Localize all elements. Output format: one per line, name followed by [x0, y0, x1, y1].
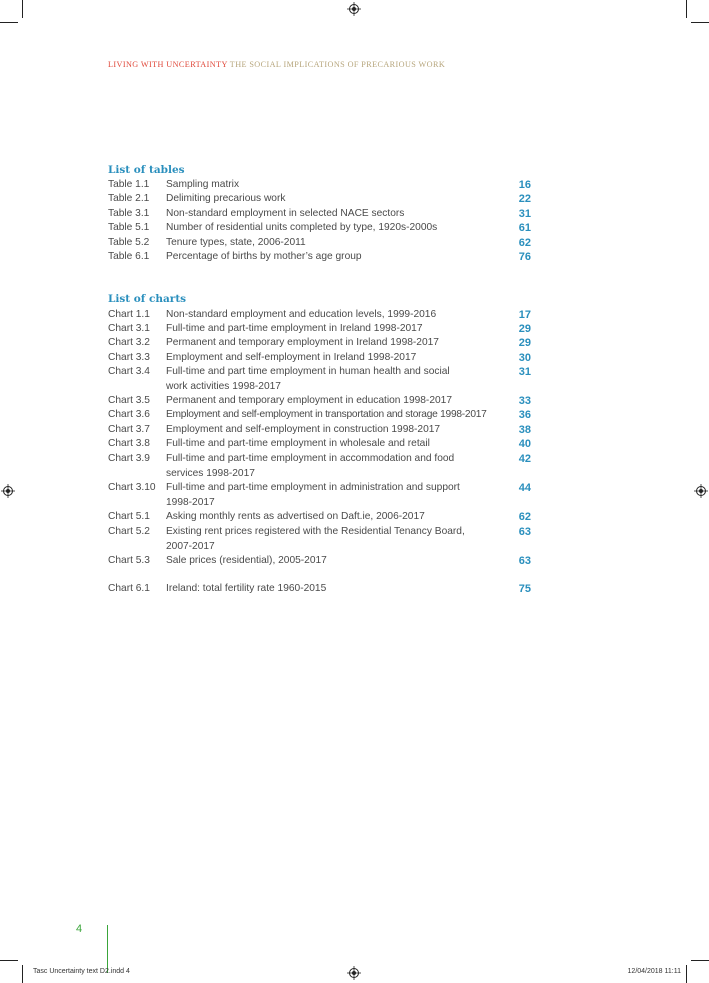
entry-page: 16	[518, 179, 531, 191]
entry-page: 22	[518, 193, 531, 205]
registration-mark-icon	[694, 484, 708, 498]
entry-title: Permanent and temporary employment in education 1998-2017	[166, 395, 452, 406]
crop-mark	[686, 0, 687, 18]
folio-divider	[107, 925, 108, 973]
entry-title: Delimiting precarious work	[166, 193, 286, 204]
entry-title: Percentage of births by mother’s age group	[166, 251, 362, 262]
entry-label: Table 1.1	[108, 179, 150, 190]
entry-label: Chart 3.8	[108, 438, 150, 449]
entry-title: Tenure types, state, 2006-2011	[166, 237, 306, 248]
running-head-title: LIVING WITH UNCERTAINTY	[108, 60, 228, 69]
slug-filename: Tasc Uncertainty text D2.indd 4	[33, 968, 130, 975]
entry-page: 75	[518, 583, 531, 595]
list-of-tables-heading: List of tables	[108, 164, 185, 176]
running-head-subtitle: THE SOCIAL IMPLICATIONS OF PRECARIOUS WORK	[229, 60, 446, 69]
entry-page: 44	[518, 482, 531, 494]
entry-label: Table 6.1	[108, 251, 150, 262]
entry-page: 63	[518, 526, 531, 538]
entry-label: Chart 5.2	[108, 526, 150, 537]
entry-label: Table 3.1	[108, 208, 150, 219]
entry-title: Number of residential units completed by type, 1920s-2000s	[166, 222, 438, 233]
entry-label: Chart 3.3	[108, 352, 150, 363]
list-of-charts-heading: List of charts	[108, 293, 187, 305]
entry-label: Table 2.1	[108, 193, 150, 204]
entry-page: 36	[518, 409, 531, 421]
crop-mark	[22, 0, 23, 18]
entry-page: 29	[518, 323, 531, 335]
entry-title: Full-time and part-time employment in accommodation and food services 1998-2017	[166, 453, 455, 479]
entry-title: Full-time and part-time employment in administration and support 1998-2017	[166, 482, 460, 508]
entry-page: 61	[518, 222, 531, 234]
entry-title: Full-time and part time employment in human health and social work activities 1998-2017	[166, 366, 450, 392]
entry-title: Asking monthly rents as advertised on Daft.ie, 2006-2017	[166, 511, 425, 522]
crop-mark	[686, 965, 687, 983]
entry-label: Chart 6.1	[108, 583, 150, 594]
entry-label: Chart 3.7	[108, 424, 150, 435]
entry-title: Full-time and part-time employment in wholesale and retail	[166, 438, 430, 449]
crop-mark	[0, 22, 18, 23]
entry-page: 63	[518, 555, 531, 567]
entry-label: Chart 1.1	[108, 309, 150, 320]
entry-page: 38	[518, 424, 531, 436]
entry-page: 62	[518, 237, 531, 249]
crop-mark	[691, 960, 709, 961]
page-number: 4	[76, 923, 83, 935]
entry-page: 30	[518, 352, 531, 364]
entry-title: Ireland: total fertility rate 1960-2015	[166, 583, 327, 594]
entry-label: Chart 3.5	[108, 395, 150, 406]
crop-mark	[0, 960, 18, 961]
entry-page: 62	[518, 511, 531, 523]
entry-page: 29	[518, 337, 531, 349]
crop-mark	[22, 965, 23, 983]
entry-page: 42	[518, 453, 531, 465]
entry-page: 31	[518, 208, 531, 220]
entry-title: Non-standard employment and education levels, 1999-2016	[166, 309, 437, 320]
registration-mark-icon	[1, 484, 15, 498]
entry-title: Sampling matrix	[166, 179, 240, 190]
entry-title: Existing rent prices registered with the Residential Tenancy Board, 2007-2017	[166, 526, 465, 552]
entry-title: Non-standard employment in selected NACE sectors	[166, 208, 405, 219]
registration-mark-icon	[347, 2, 361, 16]
slug-timestamp: 12/04/2018 11:11	[627, 968, 681, 975]
entry-title: Sale prices (residential), 2005-2017	[166, 555, 327, 566]
entry-title: Employment and self-employment in construction 1998-2017	[166, 424, 441, 435]
entry-page: 31	[518, 366, 531, 378]
entry-page: 17	[518, 309, 531, 321]
entry-label: Chart 5.3	[108, 555, 150, 566]
entry-label: Chart 5.1	[108, 511, 150, 522]
entry-label: Chart 3.4	[108, 366, 150, 377]
crop-mark	[691, 22, 709, 23]
entry-title: Full-time and part-time employment in Ireland 1998-2017	[166, 323, 423, 334]
entry-label: Chart 3.9	[108, 453, 150, 464]
entry-page: 40	[518, 438, 531, 450]
entry-title: Employment and self-employment in transportation and storage 1998-2017	[166, 409, 487, 420]
entry-page: 33	[518, 395, 531, 407]
entry-title: Employment and self-employment in Ireland 1998-2017	[166, 352, 417, 363]
entry-label: Table 5.1	[108, 222, 150, 233]
running-head	[108, 60, 445, 69]
entry-label: Table 5.2	[108, 237, 150, 248]
entry-title: Permanent and temporary employment in Ireland 1998-2017	[166, 337, 439, 348]
entry-label: Chart 3.2	[108, 337, 150, 348]
entry-label: Chart 3.6	[108, 409, 150, 420]
entry-page: 76	[518, 251, 531, 263]
entry-label: Chart 3.1	[108, 323, 150, 334]
registration-mark-icon	[347, 966, 361, 980]
entry-label: Chart 3.10	[108, 482, 156, 493]
